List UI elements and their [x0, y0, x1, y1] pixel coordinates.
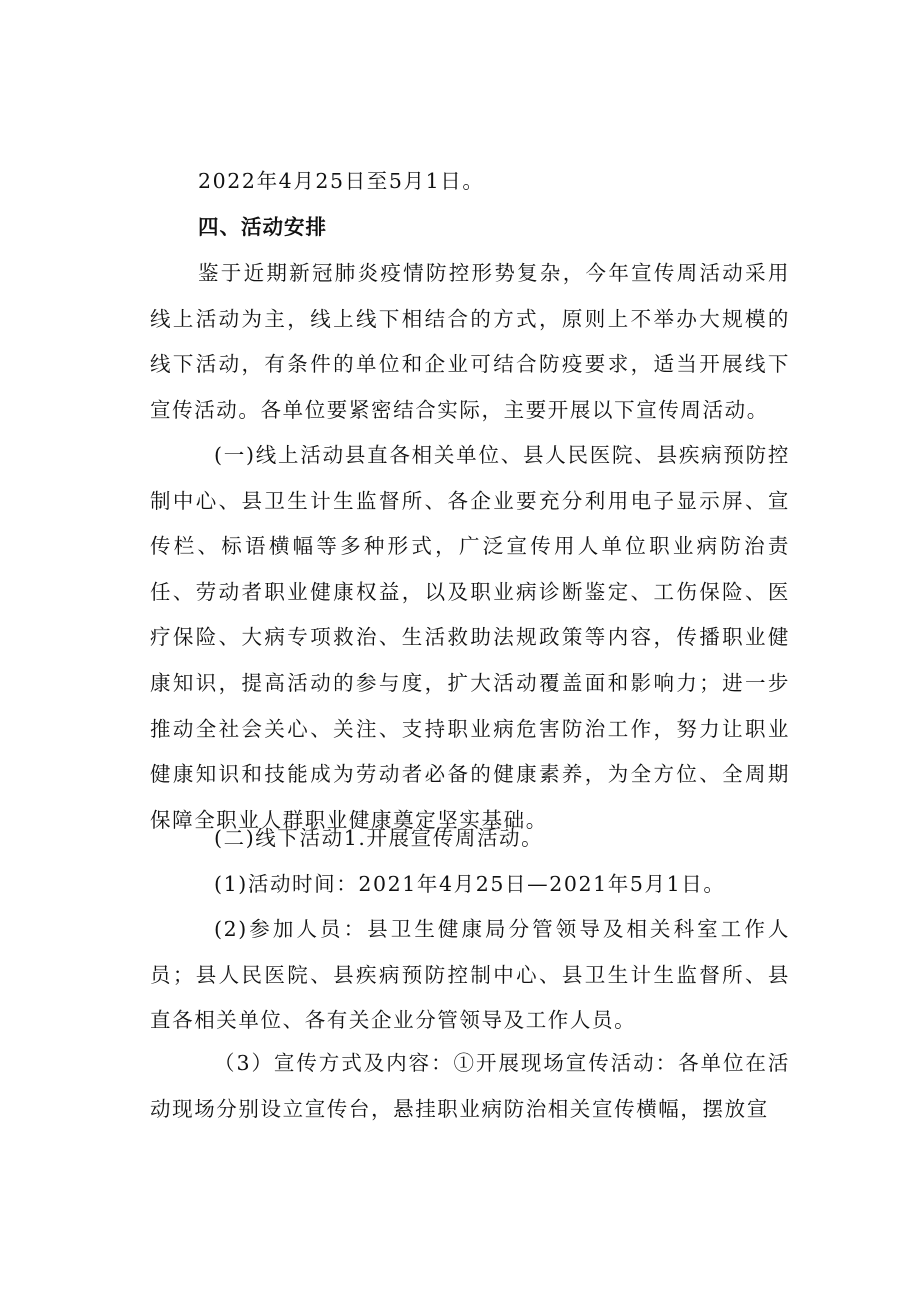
- date-line: 2022年4月25日至5月1日。: [198, 169, 485, 193]
- section-heading: 四、活动安排: [198, 215, 327, 239]
- paragraph-method: （3）宣传方式及内容：①开展现场宣传活动：各单位在活动现场分别设立宣传台，悬挂职业病防治相关宣传横幅，摆放宣: [150, 1051, 790, 1121]
- paragraph-intro: 鉴于近期新冠肺炎疫情防控形势复杂，今年宣传周活动采用线上活动为主，线上线下相结合的方式，原则上不举办大规模的线下活动，有条件的单位和企业可结合防疫要求，适当开展线下宣传活动。各单位要紧密结合实际，主要开展以下宣传周活动。: [150, 261, 790, 422]
- paragraph-online-activities: (一)线上活动县直各相关单位、县人民医院、县疾病预防控制中心、县卫生计生监督所、各企业要充分利用电子显示屏、宣传栏、标语横幅等多种形式，广泛宣传用人单位职业病防治责任、劳动者职业健康权益，以及职业病诊断鉴定、工伤保险、医疗保险、大病专项救治、生活救助法规政策等内容，传播职业健康知识，提高活动的参与度，扩大活动覆盖面和影响力；进一步推动全社会关心、关注、支持职业病危害防治工作，努力让职业健康知识和技能成为劳动者必备的健康素养，为全方位、全周期保障全职业人群职业健康奠定坚实基础。: [150, 443, 790, 832]
- paragraph-offline-activities: (二)线下活动1.开展宣传周活动。: [214, 826, 544, 850]
- paragraph-activity-time: (1)活动时间：2021年4月25日—2021年5月1日。: [214, 872, 726, 896]
- paragraph-participants: (2)参加人员：县卫生健康局分管领导及相关科室工作人员；县人民医院、县疾病预防控制中心、县卫生计生监督所、县直各相关单位、各有关企业分管领导及工作人员。: [150, 917, 790, 1033]
